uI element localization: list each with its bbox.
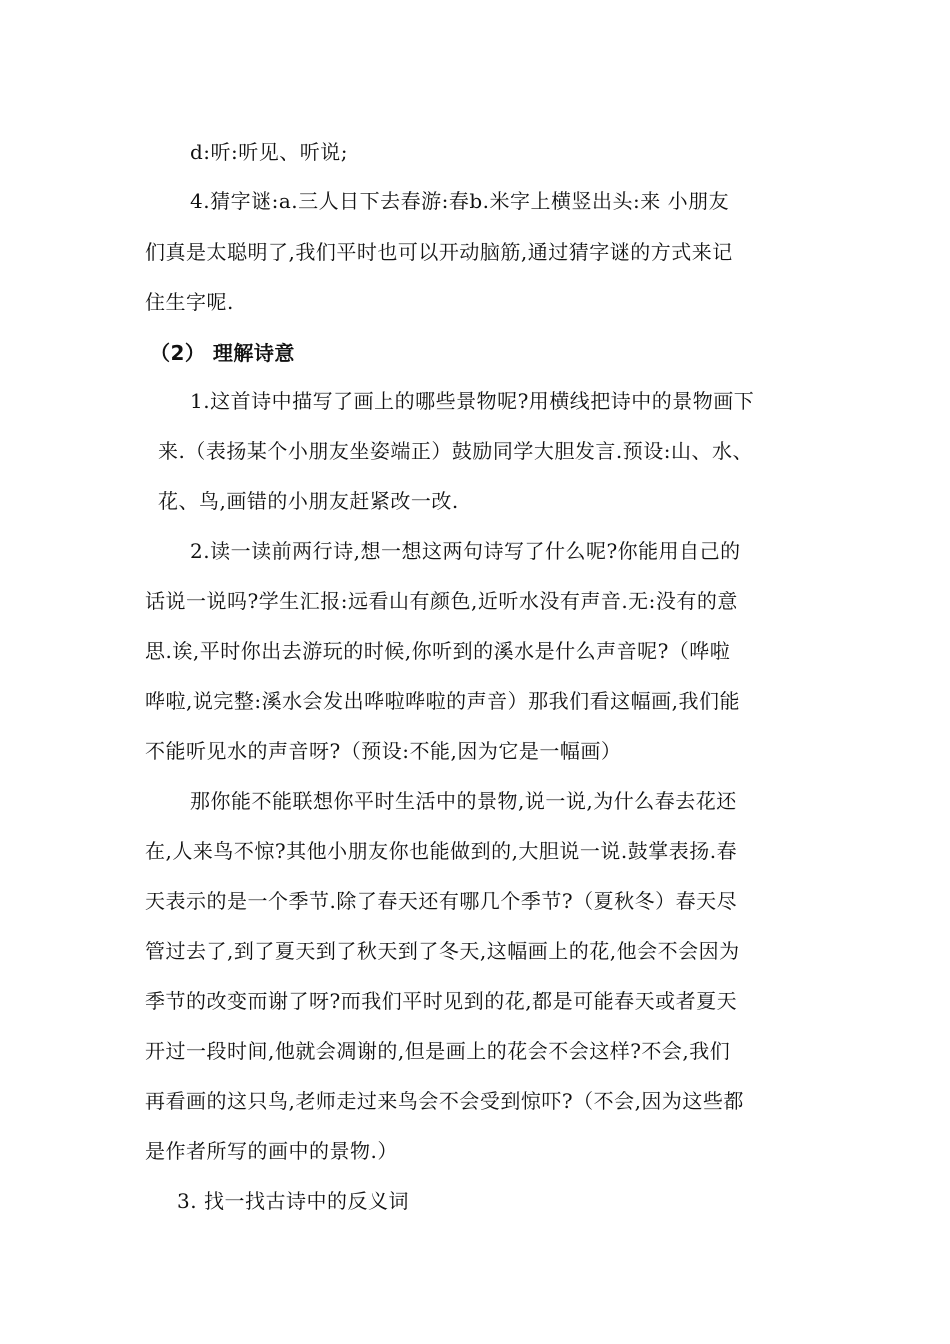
text-line-16: 天表示的是一个季节.除了春天还有哪几个季节?（夏秋冬）春天尽 (145, 889, 738, 913)
text-line-14: 那你能不能联想你平时生活中的景物,说一说,为什么春去花还 (190, 789, 737, 813)
section-heading: （2） 理解诗意 (150, 341, 295, 365)
text-line-4: 住生字呢. (145, 290, 234, 314)
text-line-1: d:听:听见、听说; (190, 140, 349, 164)
text-line-17: 管过去了,到了夏天到了秋天到了冬天,这幅画上的花,他会不会因为 (145, 939, 740, 963)
text-line-22: 3. 找一找古诗中的反义词 (177, 1189, 409, 1213)
text-line-15: 在,人来鸟不惊?其他小朋友你也能做到的,大胆说一说.鼓掌表扬.春 (145, 839, 738, 863)
text-line-8: 花、鸟,画错的小朋友赶紧改一改. (158, 489, 459, 513)
text-line-6: 1.这首诗中描写了画上的哪些景物呢?用横线把诗中的景物画下 (190, 389, 755, 413)
text-line-20: 再看画的这只鸟,老师走过来鸟会不会受到惊吓?（不会,因为这些都 (145, 1089, 744, 1113)
text-line-13: 不能听见水的声音呀?（预设:不能,因为它是一幅画） (145, 739, 622, 763)
text-line-19: 开过一段时间,他就会凋谢的,但是画上的花会不会这样?不会,我们 (145, 1039, 731, 1063)
text-line-18: 季节的改变而谢了呀?而我们平时见到的花,都是可能春天或者夏天 (145, 989, 738, 1013)
text-line-7: 来.（表扬某个小朋友坐姿端正）鼓励同学大胆发言.预设:山、水、 (158, 439, 753, 463)
text-line-12: 哗啦,说完整:溪水会发出哗啦哗啦的声音）那我们看这幅画,我们能 (145, 689, 740, 713)
text-line-2: 4.猜字谜:a.三人日下去春游:春b.米字上横竖出头:来 小朋友 (190, 189, 730, 213)
text-line-21: 是作者所写的画中的景物.） (145, 1139, 398, 1163)
text-line-9: 2.读一读前两行诗,想一想这两句诗写了什么呢?你能用自己的 (190, 539, 741, 563)
text-line-3: 们真是太聪明了,我们平时也可以开动脑筋,通过猜字谜的方式来记 (145, 240, 733, 264)
text-line-11: 思.诶,平时你出去游玩的时候,你听到的溪水是什么声音呢?（哗啦 (145, 639, 731, 663)
text-line-10: 话说一说吗?学生汇报:远看山有颜色,近听水没有声音.无:没有的意 (145, 589, 738, 613)
